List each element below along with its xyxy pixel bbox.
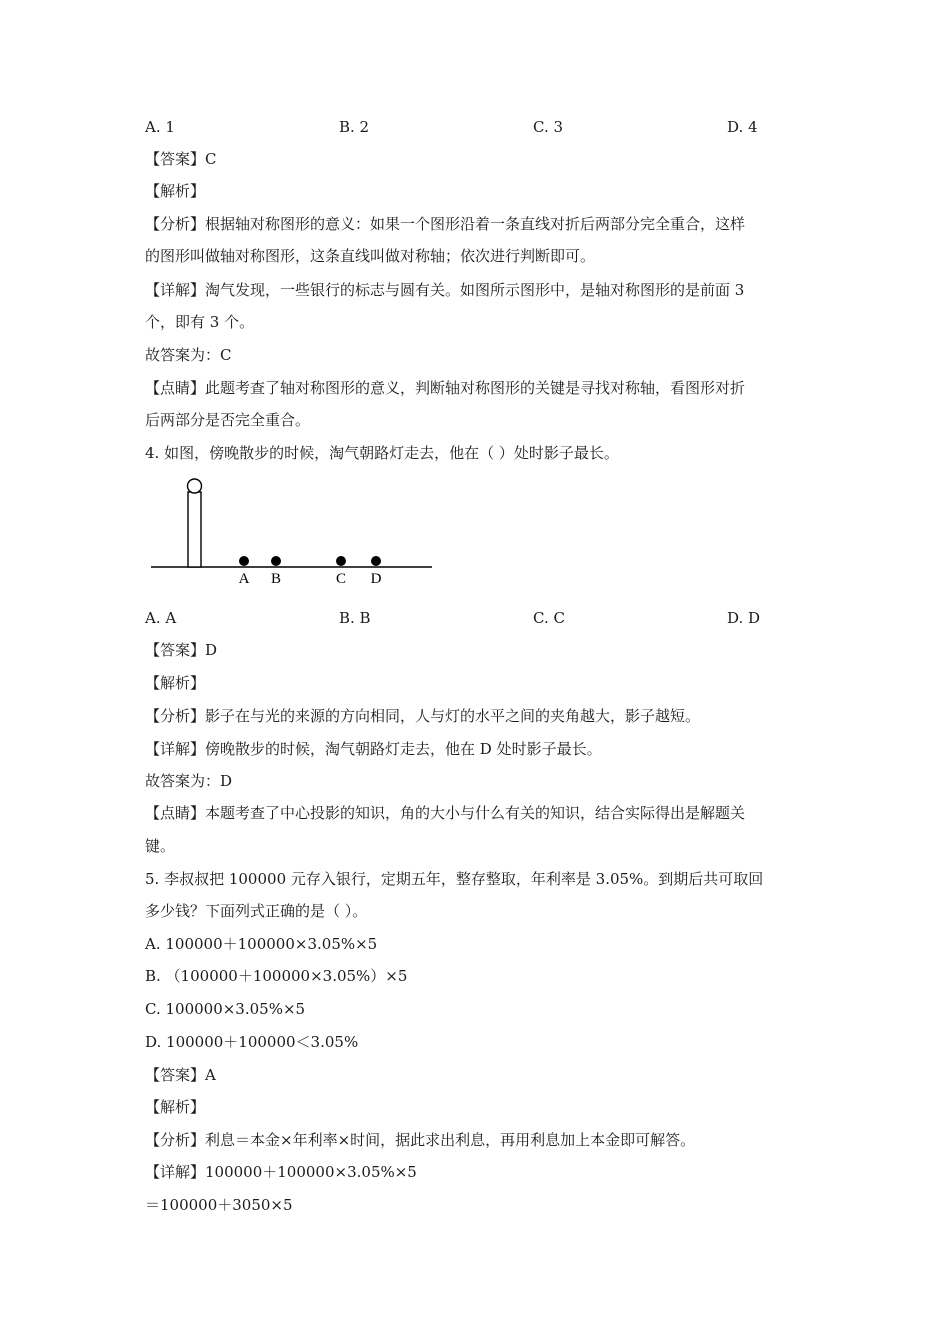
q5-option-c: C. 100000×3.05%×5 [145, 1000, 306, 1018]
q5-question-line-1: 5. 李叔叔把 100000 元存入银行，定期五年，整存整取，年利率是 3.05%。到期后共可取回 [145, 870, 764, 888]
point-c-label: C [335, 571, 347, 587]
q4-conclusion: 故答案为：D [145, 772, 233, 790]
point-d-dot [371, 556, 381, 566]
q3-option-d: D. 4 [727, 118, 758, 136]
q4-detail: 【详解】傍晚散步的时候，淘气朝路灯走去，他在 D 处时影子最长。 [145, 740, 602, 758]
point-d-label: D [370, 571, 382, 587]
q4-comment-line-1: 【点睛】本题考查了中心投影的知识，角的大小与什么有关的知识，结合实际得出是解题关 [145, 804, 746, 822]
q3-detail-line-1: 【详解】淘气发现，一些银行的标志与圆有关。如图所示图形中，是轴对称图形的是前面 3 [145, 281, 745, 299]
point-b-label: B [270, 571, 282, 587]
q3-analysis-line-1: 【分析】根据轴对称图形的意义：如果一个图形沿着一条直线对折后两部分完全重合，这样 [145, 215, 746, 233]
q4-option-d: D. D [727, 609, 761, 627]
point-a-dot [239, 556, 249, 566]
q4-answer: 【答案】D [145, 641, 218, 659]
q4-option-a: A. A [145, 609, 177, 627]
q3-option-a: A. 1 [145, 118, 175, 136]
q4-question: 4. 如图，傍晚散步的时候，淘气朝路灯走去，他在（ ）处时影子最长。 [145, 444, 619, 462]
q5-option-b: B. （100000＋100000×3.05%）×5 [145, 967, 408, 985]
q4-option-b: B. B [339, 609, 371, 627]
q3-conclusion: 故答案为：C [145, 346, 232, 364]
q5-answer: 【答案】A [145, 1066, 216, 1084]
q3-jiexi: 【解析】 [145, 182, 206, 200]
q5-option-a: A. 100000＋100000×3.05%×5 [145, 935, 378, 953]
q5-analysis: 【分析】利息＝本金×年利率×时间，据此求出利息，再用利息加上本金即可解答。 [145, 1131, 696, 1149]
q5-detail-line-1: 【详解】100000＋100000×3.05%×5 [145, 1163, 417, 1181]
q3-analysis-line-2: 的图形叫做轴对称图形，这条直线叫做对称轴；依次进行判断即可。 [145, 247, 596, 265]
q3-detail-line-2: 个，即有 3 个。 [145, 313, 255, 331]
lamp-bulb [188, 479, 202, 493]
q5-jiexi: 【解析】 [145, 1098, 206, 1116]
q4-lamp-figure [145, 472, 445, 592]
q5-question-line-2: 多少钱？下面列式正确的是（ ）。 [145, 902, 368, 920]
q5-detail-line-2: ＝100000＋3050×5 [145, 1196, 293, 1214]
q4-comment-line-2: 键。 [145, 837, 176, 855]
q3-answer: 【答案】C [145, 150, 217, 168]
q5-option-d: D. 100000＋100000＜3.05% [145, 1033, 359, 1051]
q3-comment-line-2: 后两部分是否完全重合。 [145, 411, 311, 429]
point-c-dot [336, 556, 346, 566]
q4-analysis: 【分析】影子在与光的来源的方向相同，人与灯的水平之间的夹角越大，影子越短。 [145, 707, 701, 725]
q4-option-c: C. C [533, 609, 565, 627]
lamp-post [188, 492, 201, 567]
q3-comment-line-1: 【点睛】此题考查了轴对称图形的意义，判断轴对称图形的关键是寻找对称轴，看图形对折 [145, 379, 746, 397]
q3-option-c: C. 3 [533, 118, 564, 136]
q3-option-b: B. 2 [339, 118, 370, 136]
point-a-label: A [238, 571, 250, 587]
q4-jiexi: 【解析】 [145, 674, 206, 692]
point-b-dot [271, 556, 281, 566]
